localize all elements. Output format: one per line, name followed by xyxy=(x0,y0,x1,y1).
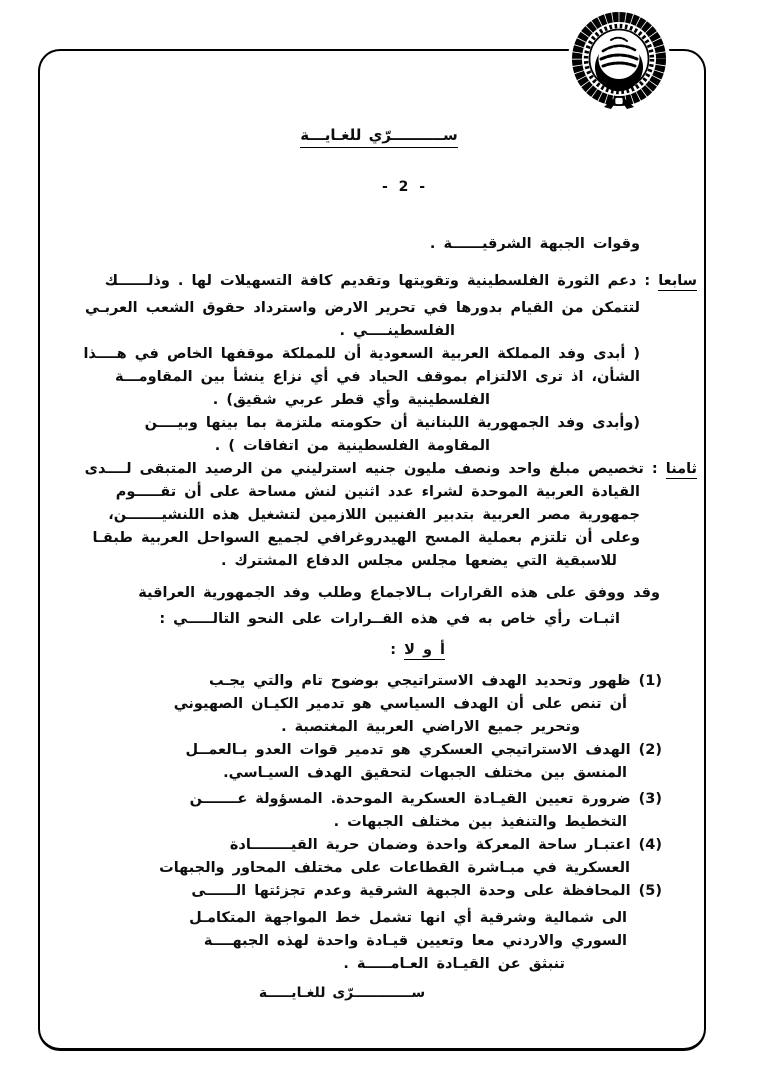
classification-header xyxy=(0,126,758,144)
text-line: الى شمالية وشرقية أي انها تشمل خط المواجهة المتكامـل xyxy=(189,910,627,926)
section-heading: أ و لا xyxy=(404,642,445,658)
text-line: السوري والاردني معا وتعيين قيـادة واحدة لهذه الجبهــــة xyxy=(203,933,627,949)
text-line: العسكرية في مبـاشرة القطاعات على مختلف المحاور والجبهات xyxy=(159,860,630,876)
section-line: أ و لا : xyxy=(390,642,445,658)
arab-league-emblem-graphic xyxy=(566,8,672,114)
text-line: الفلسطينية وأي قطر عربي شقيق) . xyxy=(212,392,490,408)
text-line: ( أبدى وفد المملكة العربية السعودية أن للمملكة موقفها الخاص في هــــذا xyxy=(83,346,640,362)
section-line: ثامنا : تخصيص مبلغ واحد ونصف مليون جنيه استرليني من الرصيد المتبقى لــــدى xyxy=(84,461,697,477)
text-line: التخطيط والتنفيذ بين مختلف الجبهات . xyxy=(333,814,627,830)
text-line: (1) ظهور وتحديد الهدف الاستراتيجي بوضوح تام والتي يجـب xyxy=(209,673,662,689)
text-line: (4) اعتبـار ساحة المعركة واحدة وضمان حرية القيــــــــادة xyxy=(229,837,662,853)
text-line: القيادة العربية الموحدة لشراء عدد اثنين لنش مساحة على أن تقـــــوم xyxy=(115,484,640,500)
text-line: اثبـات رأي خاص به في هذه القــرارات على النحو التالـــــي : xyxy=(159,611,620,627)
text-line: جمهورية مصر العربية بتدبير الفنيين اللازمين لتشغيل هذه اللنشيـــــــن، xyxy=(108,507,640,523)
text-line: (5) المحافظة على وحدة الجبهة الشرقية وعدم تجزئتها الــــــى xyxy=(191,883,662,899)
section-heading: سابعا xyxy=(658,273,697,289)
text-line: وعلى أن تلتزم بعملية المسح الهيدروغرافي لجميع السواحل العربية طبقـا xyxy=(92,530,640,546)
text-line: المقاومة الفلسطينية من اتفاقات ) . xyxy=(214,438,490,454)
text-line: المنسق بين مختلف الجبهات لتحقيق الهدف السيـاسي. xyxy=(223,765,627,781)
text-line: (2) الهدف الاستراتيجي العسكري هو تدمير قوات العدو بـالعمــل xyxy=(185,742,662,758)
text-line: (3) ضرورة تعيين القيـادة العسكرية الموحدة. المسؤولة عـــــــن xyxy=(189,791,662,807)
page-number: - 2 - xyxy=(381,179,429,195)
classification-footer: ســــــــــــرّى للغـايـــــة xyxy=(258,985,426,1001)
classification-header-text: ســــــــــرّي للغـايـــة xyxy=(300,126,457,148)
text-line: الشأن، اذ ترى الالتزام بموقف الحياد في أي نزاع ينشأ بين المقاومـــة xyxy=(114,369,640,385)
arab-league-emblem-logo xyxy=(566,8,672,114)
section-line: سابعا : دعم الثورة الفلسطينية وتقويتها وتقديم كافة التسهيلات لها . وذلــــــك xyxy=(104,273,697,289)
text-line: وتحرير جميع الاراضي العربية المغتصبة . xyxy=(281,719,580,735)
text-line: وقوات الجبهة الشرقيــــــة . xyxy=(429,236,640,252)
text-line: وقد ووفق على هذه القرارات بـالاجماع وطلب وفد الجمهورية العراقية xyxy=(138,585,660,601)
text-line: لتتمكن من القيام بدورها في تحرير الارض واسترداد حقوق الشعب العربـي xyxy=(84,300,640,316)
text-line: (وأبدى وفد الجمهورية اللبنانية أن حكومته ملتزمة بما بينها وبيــــن xyxy=(144,415,640,431)
document-body xyxy=(57,233,697,976)
section-heading: ثامنا xyxy=(665,461,697,477)
text-line: الفلسطينــــي . xyxy=(339,323,455,339)
text-line: تنبثق عن القيـادة العـامـــــة . xyxy=(343,956,565,972)
text-line: أن تنص على أن الهدف السياسي هو تدمير الكيـان الصهيوني xyxy=(173,696,627,712)
text-line: للاسبقية التي يضعها مجلس مجلس الدفاع المشترك . xyxy=(220,553,617,569)
